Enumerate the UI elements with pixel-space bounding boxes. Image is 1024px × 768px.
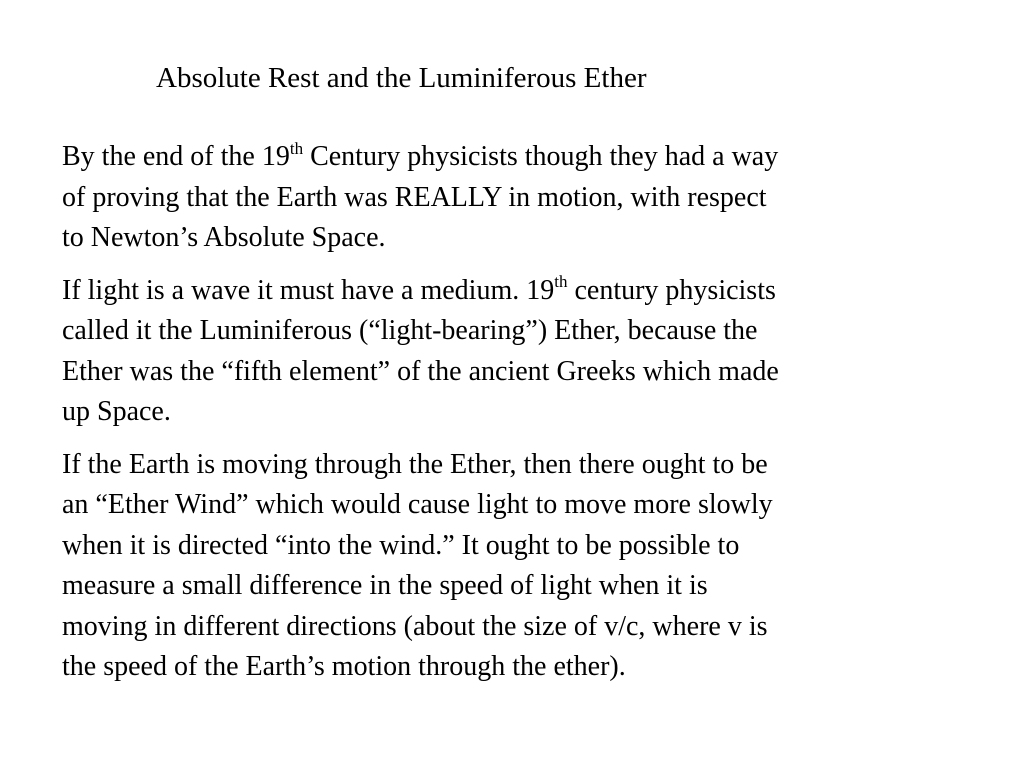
text-line: an “Ether Wind” which would cause light to move more slowly <box>62 489 773 520</box>
text-line: Ether was the “fifth element” of the ancient Greeks which made <box>62 355 779 387</box>
text-line: moving in different directions (about the size of v/c, where v is <box>62 610 768 642</box>
slide-title: Absolute Rest and the Luminiferous Ether <box>156 62 647 94</box>
paragraph-1 <box>62 137 962 259</box>
paragraph-2 <box>62 271 962 433</box>
text-line: Century physicists though they had a way <box>303 141 779 172</box>
text-line: By the end of the 19 <box>62 141 290 172</box>
superscript-th: th <box>289 138 304 158</box>
text-line: the speed of the Earth’s motion through the ether). <box>62 651 626 682</box>
text-line: measure a small difference in the speed of light when it is <box>62 570 708 601</box>
text-line: to Newton’s Absolute Space. <box>62 222 386 253</box>
text-line: when it is directed “into the wind.” It ought to be possible to <box>62 529 740 561</box>
text-line: If light is a wave it must have a medium. 19 <box>62 274 555 306</box>
text-line: up Space. <box>62 396 171 427</box>
superscript-th: th <box>554 272 568 292</box>
text-line: of proving that the Earth was REALLY in motion, with respect <box>62 181 767 213</box>
text-line: called it the Luminiferous (“light-bearing”) Ether, because the <box>62 315 758 346</box>
paragraph-3 <box>62 445 962 688</box>
text-line: century physicists <box>567 274 776 306</box>
slide-body <box>62 137 962 700</box>
text-line: If the Earth is moving through the Ether, then there ought to be <box>62 448 768 480</box>
